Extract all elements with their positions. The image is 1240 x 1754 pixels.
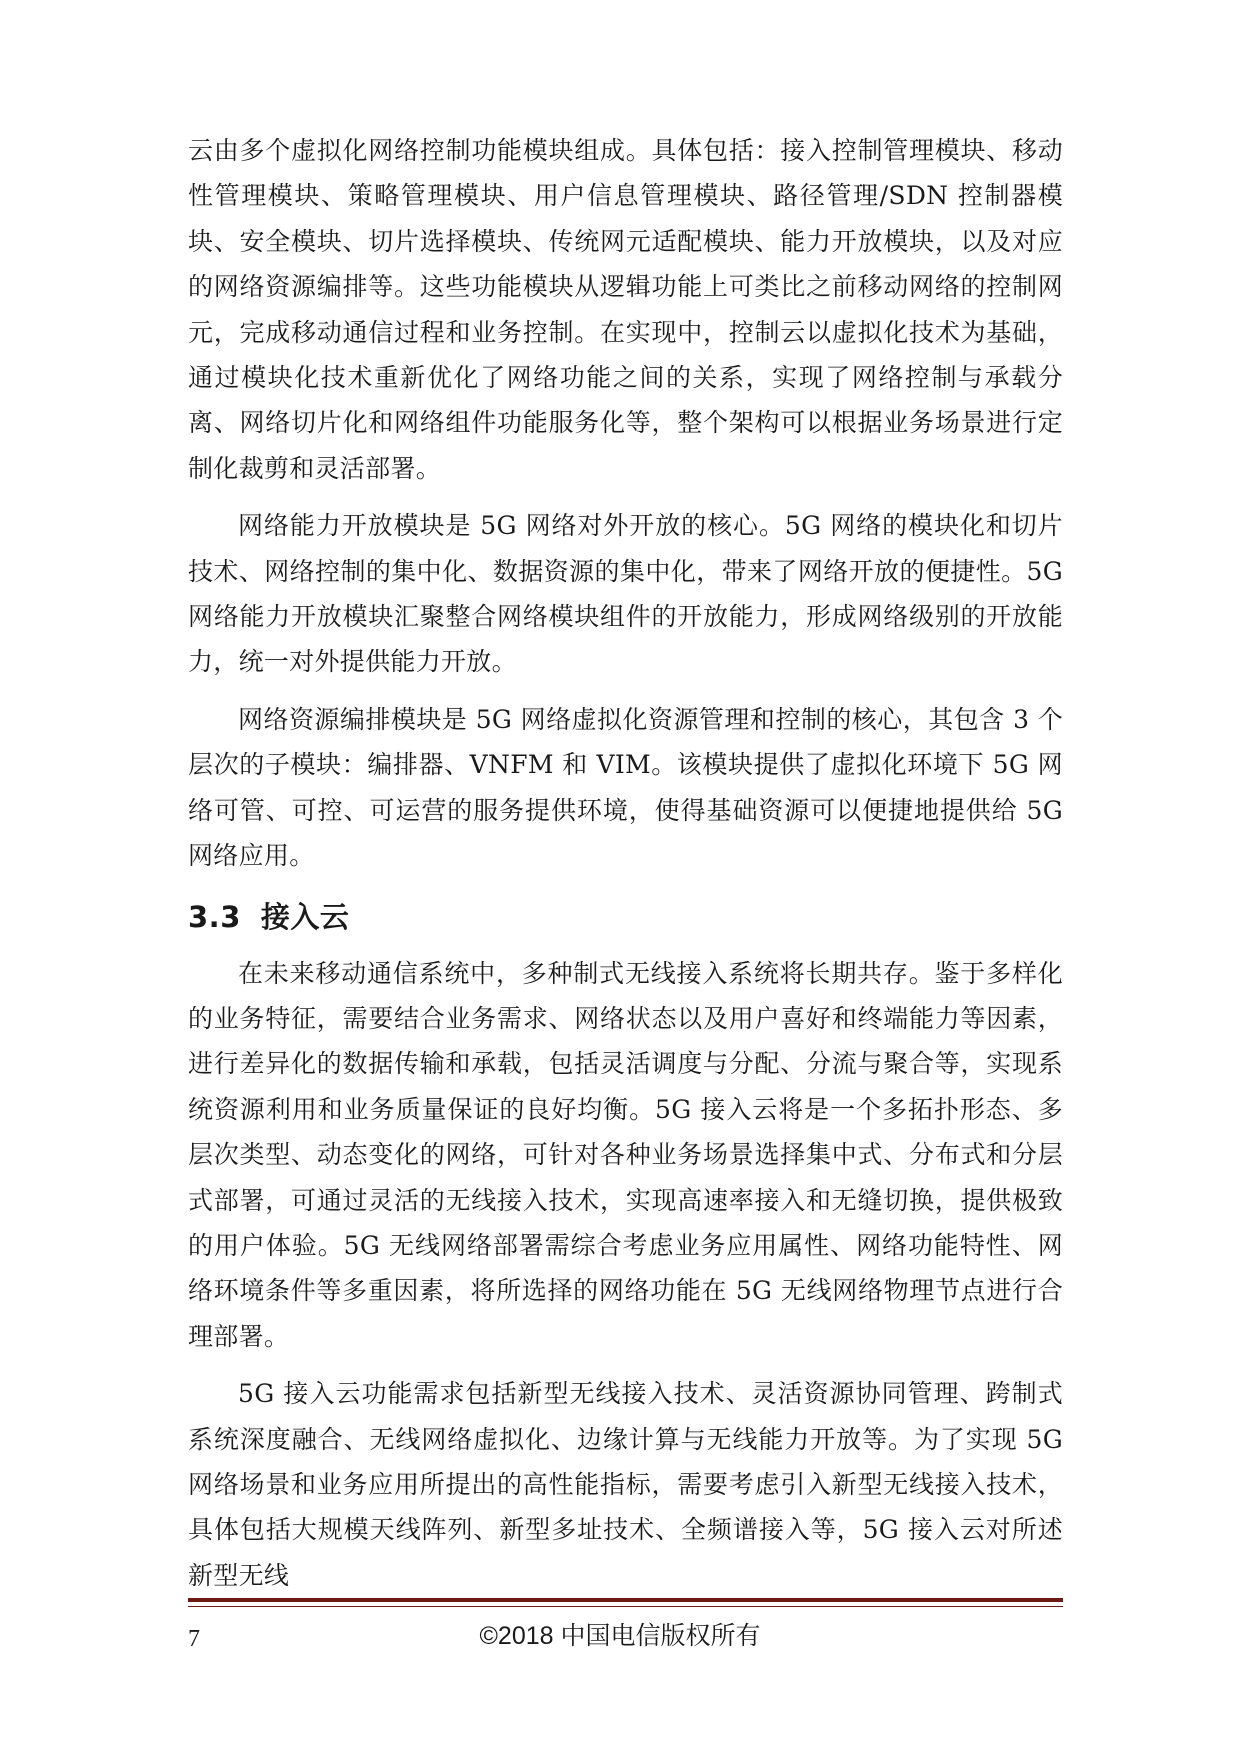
copyright-notice: ©2018 中国电信版权所有 — [479, 1622, 761, 1650]
footer-rule-thin — [188, 1606, 1063, 1607]
footer-rule-thick — [188, 1598, 1063, 1602]
page-body — [188, 128, 1063, 1598]
paragraph-access-cloud-overview: 在未来移动通信系统中，多种制式无线接入系统将长期共存。鉴于多样化的业务特征，需要结合业务需求、网络状态以及用户喜好和终端能力等因素，进行差异化的数据传输和承载，包括灵活调度与分配、分流与聚合等，实现系统资源利用和业务质量保证的良好均衡。5G 接入云将是一个多拓扑形态、多层次类型、动态变化的网络，可针对各种业务场景选择集中式、分布式和分层式部署，可通过灵活的无线接入技术，实现高速率接入和无缝切换，提供极致的用户体验。5G 无线网络部署需综合考虑业务应用属性、网络功能特性、网络环境条件等多重因素，将所选择的网络功能在 5G 无线网络物理节点进行合理部署。 — [188, 958, 1063, 1351]
paragraph-access-cloud-requirements: 5G 接入云功能需求包括新型无线接入技术、灵活资源协同管理、跨制式系统深度融合、无线网络虚拟化、边缘计算与无线能力开放等。为了实现 5G 网络场景和业务应用所提出的高性能指标，需要考虑引入新型无线接入技术，具体包括大规模天线阵列、新型多址技术、全频谱接入等，5G 接入云对所述新型无线 — [188, 1379, 1063, 1590]
section-number: 3.3 — [188, 899, 241, 934]
page-number: 7 — [188, 1626, 200, 1652]
paragraph-control-cloud-modules: 云由多个虚拟化网络控制功能模块组成。具体包括：接入控制管理模块、移动性管理模块、策略管理模块、用户信息管理模块、路径管理/SDN 控制器模块、安全模块、切片选择模块、传统网元适配模块、能力开放模块，以及对应的网络资源编排等。这些功能模块从逻辑功能上可类比之前移动网络的控制网元，完成移动通信过程和业务控制。在实现中，控制云以虚拟化技术为基础，通过模块化技术重新优化了网络功能之间的关系，实现了网络控制与承载分离、网络切片化和网络组件功能服务化等，整个架构可以根据业务场景进行定制化裁剪和灵活部署。 — [188, 136, 1063, 483]
section-heading — [188, 895, 1063, 939]
paragraph-resource-orchestration: 网络资源编排模块是 5G 网络虚拟化资源管理和控制的核心，其包含 3 个层次的子模块：编排器、VNFM 和 VIM。该模块提供了虚拟化环境下 5G 网络可管、可控、可运营的服务提供环境，使得基础资源可以便捷地提供给 5G 网络应用。 — [188, 704, 1063, 871]
section-title: 接入云 — [260, 899, 350, 934]
paragraph-capability-exposure: 网络能力开放模块是 5G 网络对外开放的核心。5G 网络的模块化和切片技术、网络控制的集中化、数据资源的集中化，带来了网络开放的便捷性。5G 网络能力开放模块汇聚整合网络模块组件的开放能力，形成网络级别的开放能力，统一对外提供能力开放。 — [188, 511, 1063, 677]
